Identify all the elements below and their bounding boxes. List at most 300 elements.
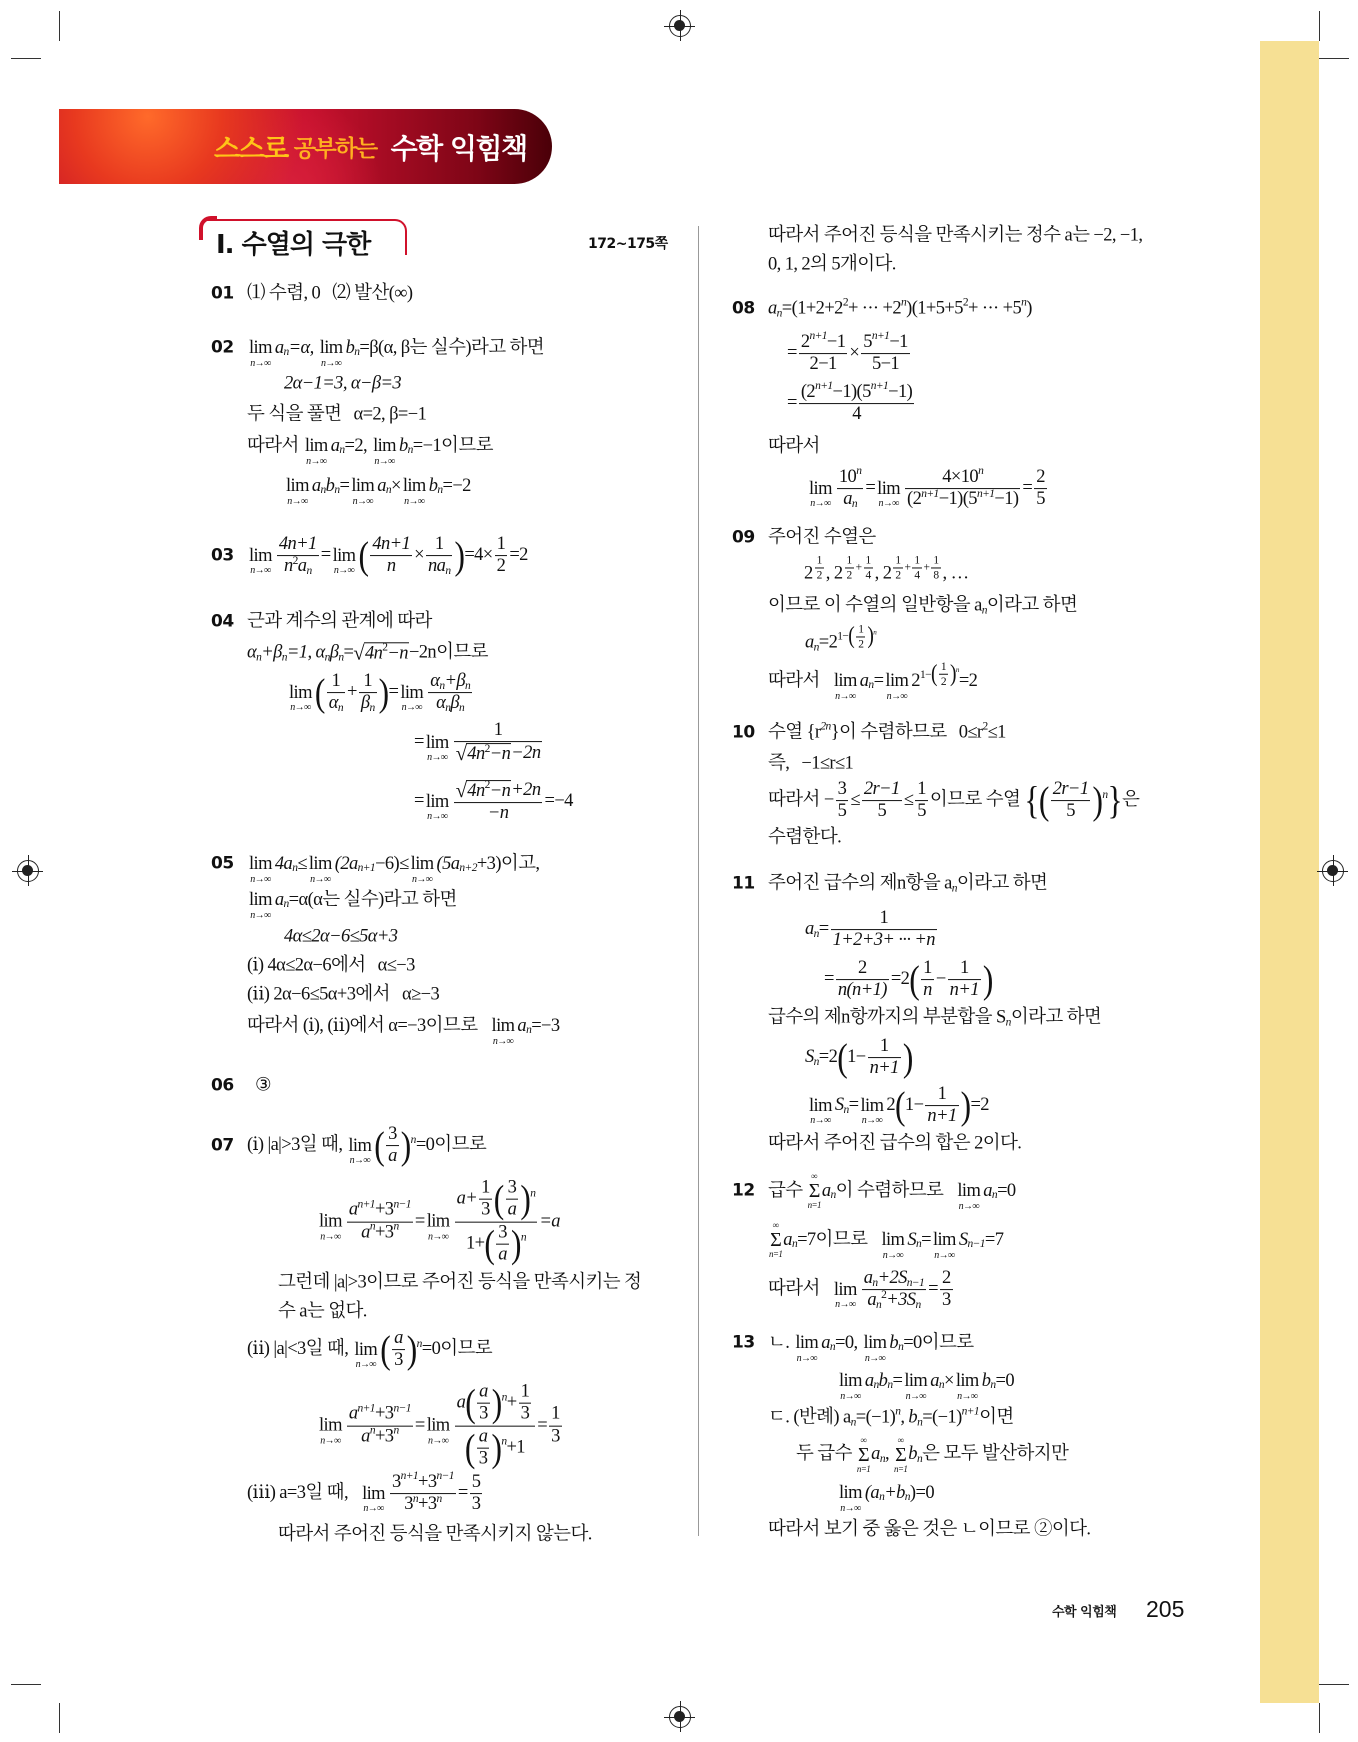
- bracket: (: [358, 533, 369, 578]
- math-group: [867, 1288, 921, 1312]
- math-text: a: [274, 889, 284, 910]
- math-group: [1049, 780, 1093, 822]
- crop-mark: [11, 58, 41, 59]
- registration-mark-icon: [17, 860, 39, 882]
- superscript: [382, 642, 387, 654]
- math-text: 2: [842, 296, 848, 309]
- lim-subscript: n→∞: [352, 495, 373, 507]
- lim-word: lim: [809, 478, 832, 499]
- math-text: ×: [390, 475, 401, 496]
- bracket: ): [454, 533, 465, 578]
- denominator: [925, 1107, 958, 1127]
- brand-part1: 스스로: [214, 134, 288, 165]
- numerator: [815, 554, 824, 568]
- math-text: 2α−1=3, α−β=3: [284, 373, 402, 394]
- lim-subscript: n→∞: [810, 498, 831, 510]
- subscript: [814, 641, 819, 653]
- denominator: [905, 487, 1020, 510]
- answer-line: [247, 880, 457, 921]
- lim-subscript: n→∞: [861, 1115, 883, 1127]
- math-group: [361, 1424, 399, 1447]
- math-text: 수 a는 없다.: [278, 1301, 367, 1322]
- math-group: [854, 623, 867, 650]
- denominator: [1064, 802, 1077, 822]
- lim-subscript: n→∞: [355, 1359, 376, 1371]
- math-text: a: [517, 1015, 527, 1036]
- numerator: [370, 535, 412, 556]
- limit: [411, 844, 434, 885]
- subscript: [990, 1379, 995, 1391]
- sum-upper: ∞: [772, 1220, 779, 1230]
- fraction: [390, 1470, 456, 1515]
- lim-subscript: n→∞: [882, 1249, 904, 1261]
- numerator: [506, 1179, 519, 1200]
- lim-word: lim: [833, 670, 857, 691]
- answer-line: [247, 535, 528, 577]
- lim-subscript: n→∞: [840, 1502, 861, 1514]
- math-group: [465, 1428, 525, 1470]
- math-text: 이면: [979, 1407, 1014, 1428]
- math-text: (2: [907, 489, 922, 510]
- math-text: n+1: [357, 1198, 375, 1211]
- math-text: 따라서 주어진 급수의 합은 2이다.: [768, 1133, 1022, 1154]
- numerator: [905, 465, 1020, 489]
- math-text: (ⅰ) 4α≤2α−6에서 α≤−3: [247, 955, 415, 976]
- superscript: [501, 1436, 506, 1448]
- math-text: =: [865, 478, 876, 499]
- lim-subscript: n→∞: [427, 1231, 449, 1243]
- superscript: [413, 1493, 418, 1505]
- subscript: [880, 1453, 885, 1465]
- math-text: =: [921, 1229, 931, 1250]
- math-text: n: [437, 483, 443, 496]
- fraction: [392, 1329, 405, 1371]
- math-text: b: [908, 1444, 917, 1465]
- math-text: (ⅱ) |a|<3일 때,: [247, 1339, 353, 1360]
- math-text: ×: [943, 1370, 954, 1391]
- answer-line: [804, 554, 969, 587]
- fraction: [454, 721, 543, 765]
- math-text: 2: [292, 554, 298, 567]
- math-text: ⑴ 수렴, 0 ⑵ 발산(∞): [247, 283, 413, 304]
- sigma-icon: Σ: [770, 1229, 782, 1251]
- bracket: ): [491, 1426, 502, 1471]
- math-text: n: [873, 1378, 879, 1391]
- limit: [877, 469, 900, 510]
- math-group: [428, 558, 450, 577]
- problem-number: 10: [732, 722, 755, 743]
- superscript: [401, 1470, 418, 1482]
- math-text: −1: [826, 332, 846, 353]
- math-text: a: [871, 1444, 880, 1465]
- answer-line: [768, 754, 853, 773]
- denominator: [359, 694, 377, 714]
- answer-line: [247, 1329, 492, 1371]
- math-text: n: [813, 927, 819, 940]
- superscript: [502, 1391, 507, 1403]
- lim-word: lim: [332, 545, 356, 566]
- math-text: a: [498, 1244, 507, 1265]
- math-text: n+1: [869, 1058, 899, 1079]
- answer-line: [247, 985, 439, 1004]
- subscript: [284, 346, 289, 358]
- section-title-accent: [199, 216, 217, 240]
- answer-line: [768, 720, 1006, 743]
- superscript: [530, 1187, 535, 1199]
- square-root: [456, 744, 512, 765]
- denominator: [434, 694, 466, 714]
- math-text: a: [821, 1332, 830, 1353]
- math-text: =0,: [835, 1332, 862, 1353]
- limit: [309, 844, 332, 885]
- math-text: 3: [942, 1290, 951, 1311]
- math-text: 2: [816, 569, 822, 582]
- limit: [904, 1361, 927, 1402]
- denominator: [386, 1147, 399, 1167]
- denominator: [836, 981, 889, 1001]
- subscript: [916, 1238, 921, 1250]
- math-text: n: [873, 628, 877, 637]
- answer-line: [768, 1520, 1090, 1539]
- math-text: 4α≤2α−6≤5α+3: [284, 926, 398, 947]
- lim-subscript: n→∞: [835, 690, 856, 702]
- superscript: [837, 623, 876, 650]
- subscript: [939, 1379, 944, 1391]
- bracket: (: [374, 1123, 385, 1168]
- problem-number: 11: [732, 873, 755, 894]
- bracket: (: [493, 1177, 504, 1222]
- subscript: [898, 1341, 903, 1353]
- fraction: [549, 1405, 562, 1447]
- bracket: ): [510, 1222, 521, 1267]
- lim-word: lim: [904, 1370, 928, 1391]
- subscript: [814, 928, 819, 940]
- math-text: b: [398, 435, 408, 456]
- denominator: [865, 1288, 922, 1312]
- math-text: a: [859, 670, 869, 691]
- math-text: n+1: [921, 487, 939, 500]
- superscript: [370, 1221, 375, 1233]
- square-root: [353, 642, 409, 663]
- math-text: 4: [865, 569, 871, 582]
- math-text: + ··· +5: [968, 298, 1022, 319]
- math-group: [843, 491, 857, 510]
- subscript: [982, 604, 987, 616]
- denominator: [464, 1223, 528, 1266]
- answer-line: [414, 721, 544, 765]
- lim-word: lim: [425, 791, 449, 812]
- lim-subscript: n→∞: [349, 1155, 370, 1167]
- math-group: [891, 554, 942, 581]
- math-text: +3: [374, 1222, 394, 1243]
- math-text: 1: [858, 623, 864, 636]
- math-text: +3S: [886, 1290, 916, 1311]
- math-text: a: [348, 1404, 358, 1425]
- answer-line: [805, 1037, 913, 1079]
- math-text: a: [805, 919, 814, 940]
- math-group: [368, 535, 454, 577]
- math-text: =−1이므로: [412, 435, 493, 456]
- limit: [319, 1406, 342, 1447]
- math-group: [284, 554, 312, 578]
- superscript: [810, 330, 827, 342]
- numerator: [837, 465, 863, 489]
- fraction: [506, 1179, 519, 1221]
- math-text: 1: [895, 554, 901, 567]
- fraction: [856, 623, 865, 650]
- denominator: [327, 694, 345, 714]
- math-text: 따라서 주어진 등식을 만족시키지 않는다.: [278, 1524, 592, 1545]
- lim-word: lim: [373, 435, 396, 456]
- fraction: [327, 672, 345, 714]
- math-text: +: [347, 682, 357, 703]
- math-text: 1: [816, 554, 822, 567]
- math-text: =: [339, 475, 350, 496]
- fraction: [519, 1383, 532, 1425]
- math-text: n: [283, 897, 289, 910]
- math-text: 1: [551, 1404, 560, 1425]
- answer-line: [247, 405, 426, 424]
- fraction: [837, 465, 863, 511]
- fraction: [799, 330, 848, 375]
- math-group: [467, 779, 511, 802]
- subscript: [354, 346, 359, 358]
- superscript: [393, 1402, 410, 1414]
- bracket: (: [895, 1083, 905, 1128]
- math-group: [457, 1383, 534, 1425]
- math-text: 3: [394, 1350, 403, 1371]
- bracket: ): [406, 1327, 417, 1372]
- math-text: 1: [914, 554, 920, 567]
- math-text: 이라고 하면: [986, 595, 1078, 616]
- math-text: =β(α, β는 실수)라고 하면: [359, 337, 545, 358]
- parentheses: [484, 1224, 520, 1266]
- math-text: a: [821, 1180, 831, 1201]
- math-text: 1+: [465, 1233, 485, 1254]
- answer-line: [805, 623, 877, 656]
- numerator: [836, 780, 849, 801]
- subscript: [915, 1299, 920, 1311]
- math-text: n: [439, 679, 445, 692]
- denominator: [868, 1059, 901, 1079]
- math-text: n: [813, 1055, 819, 1068]
- bracket: ): [949, 661, 956, 688]
- answer-line: [247, 612, 432, 631]
- math-group: [390, 1329, 407, 1371]
- subscript: [369, 702, 374, 714]
- radical-sign: √: [455, 743, 467, 766]
- limit: [286, 466, 309, 507]
- math-text: n+1: [357, 1402, 375, 1415]
- math-text: −2n: [511, 743, 541, 764]
- math-text: 1: [846, 554, 852, 567]
- bracket: ): [400, 1123, 411, 1168]
- sigma-icon: Σ: [895, 1444, 907, 1466]
- subscript: [445, 702, 450, 714]
- denominator: [359, 1424, 400, 1447]
- lim-subscript: n→∞: [320, 1435, 341, 1447]
- numerator: [845, 554, 854, 568]
- math-text: 2r−1: [863, 779, 900, 800]
- radicand: [364, 642, 409, 663]
- math-text: n+1: [976, 487, 995, 500]
- math-text: 두 급수: [796, 1444, 856, 1465]
- math-text: n: [856, 465, 862, 478]
- math-text: n: [813, 640, 819, 653]
- math-text: 2: [881, 1288, 887, 1301]
- math-text: b: [878, 1370, 888, 1391]
- subscript: [907, 1277, 924, 1289]
- superscript: [881, 1289, 886, 1301]
- limit: [289, 673, 312, 714]
- answer-line: [278, 1302, 367, 1321]
- subscript: [844, 1104, 849, 1116]
- math-text: na: [428, 556, 446, 577]
- sum-upper: ∞: [811, 1171, 818, 1181]
- answer-line: [824, 959, 993, 1001]
- registration-mark-icon: [669, 15, 691, 37]
- lim-word: lim: [425, 732, 449, 753]
- math-text: 2: [895, 569, 901, 582]
- superscript: [978, 465, 983, 477]
- bracket: {: [1024, 778, 1039, 823]
- math-text: 2: [940, 676, 946, 689]
- numerator: [454, 780, 543, 803]
- math-text: 4: [852, 404, 861, 425]
- subscript: [917, 1416, 922, 1428]
- math-text: a: [507, 1200, 517, 1221]
- answer-line: [247, 642, 488, 663]
- denominator: [463, 1427, 527, 1470]
- math-group: [847, 1037, 903, 1079]
- math-text: 2r−1: [1052, 779, 1089, 800]
- math-text: n: [393, 1424, 399, 1437]
- math-text: n: [991, 1188, 998, 1201]
- math-text: n: [879, 1452, 885, 1465]
- answer-line: [287, 672, 474, 714]
- math-text: S: [834, 1095, 844, 1116]
- math-group: [364, 641, 408, 664]
- fraction: [370, 535, 412, 577]
- math-text: 2−1: [809, 354, 837, 375]
- math-text: =2: [970, 1095, 989, 1116]
- math-text: n+1: [809, 330, 827, 343]
- brand-part2: 공부하는: [293, 136, 377, 162]
- math-text: =2,: [344, 435, 372, 456]
- math-text: 급수의 제n항까지의 부분합을 S: [768, 1007, 1006, 1028]
- numerator: [428, 672, 472, 693]
- denominator: [385, 557, 398, 577]
- subscript: [445, 565, 450, 577]
- subscript: [256, 651, 261, 663]
- superscript: [370, 1425, 375, 1437]
- math-text: n: [851, 498, 857, 511]
- math-text: a: [348, 1200, 358, 1221]
- math-text: n: [292, 861, 298, 874]
- lim-word: lim: [881, 1229, 905, 1250]
- math-text: n: [306, 565, 312, 578]
- fraction: [347, 1402, 413, 1447]
- math-text: −1)(5: [832, 382, 871, 403]
- math-text: +3: [374, 1426, 394, 1447]
- math-text: 2: [496, 556, 506, 577]
- lim-word: lim: [957, 1180, 981, 1201]
- math-text: 1: [933, 554, 939, 567]
- limit: [861, 1086, 884, 1127]
- superscript: [437, 1470, 454, 1482]
- fraction: [921, 959, 934, 1001]
- superscript: [982, 721, 987, 733]
- answer-line: [278, 1525, 592, 1544]
- math-text: 10: [838, 467, 857, 488]
- denominator: [496, 1245, 509, 1265]
- lim-word: lim: [426, 1415, 450, 1436]
- math-group: [466, 1224, 526, 1266]
- math-text: =−4: [544, 791, 573, 812]
- math-text: 따라서 보기 중 옳은 것은 ㄴ이므로 ②이다.: [768, 1519, 1091, 1540]
- limit: [957, 1171, 980, 1212]
- superscript: [815, 380, 832, 392]
- math-group: [864, 1269, 924, 1288]
- fraction: [925, 1085, 958, 1127]
- math-text: 3: [551, 1426, 560, 1447]
- math-group: [919, 959, 983, 1001]
- numerator: [277, 535, 319, 556]
- lim-subscript: n→∞: [492, 1035, 514, 1047]
- superscript: [411, 1134, 416, 1146]
- subscript: [887, 1379, 892, 1391]
- answer-line: [317, 1383, 564, 1470]
- problem-number: 03: [211, 545, 234, 566]
- math-group: [430, 672, 470, 691]
- denominator: [915, 802, 928, 822]
- fraction: [496, 1224, 509, 1266]
- math-text: 2: [858, 638, 864, 651]
- math-text: a: [377, 475, 386, 496]
- math-text: n: [868, 678, 874, 691]
- fraction: [915, 780, 928, 822]
- math-text: 3: [507, 1177, 517, 1198]
- subscript: [306, 565, 311, 577]
- math-text: 이므로 이 수열의 일반항을 a: [768, 595, 982, 616]
- math-text: 3: [391, 1472, 401, 1493]
- limit: [427, 1202, 450, 1243]
- math-text: n: [1021, 296, 1027, 309]
- crop-mark: [1319, 11, 1320, 41]
- math-text: +: [506, 1392, 517, 1413]
- math-text: n: [459, 702, 465, 715]
- lim-subscript: n→∞: [250, 357, 271, 369]
- answer-line: [768, 1323, 974, 1364]
- bracket: (: [380, 1327, 391, 1372]
- math-text: n−1: [393, 1198, 411, 1211]
- superscript: [521, 1232, 526, 1244]
- fraction: [939, 661, 948, 688]
- fraction: [455, 1179, 538, 1266]
- numerator: [392, 1329, 405, 1350]
- problem-number: 05: [211, 853, 234, 874]
- numerator: [862, 1269, 926, 1290]
- subscript: [1006, 1016, 1011, 1028]
- answer-line: [768, 596, 1077, 615]
- superscript: [485, 779, 490, 791]
- math-text: 3: [388, 1124, 397, 1145]
- math-group: [800, 330, 846, 353]
- math-text: 4×10: [942, 467, 979, 488]
- math-text: 5: [471, 1472, 481, 1493]
- math-text: n: [256, 650, 262, 663]
- math-text: 4n: [364, 643, 383, 664]
